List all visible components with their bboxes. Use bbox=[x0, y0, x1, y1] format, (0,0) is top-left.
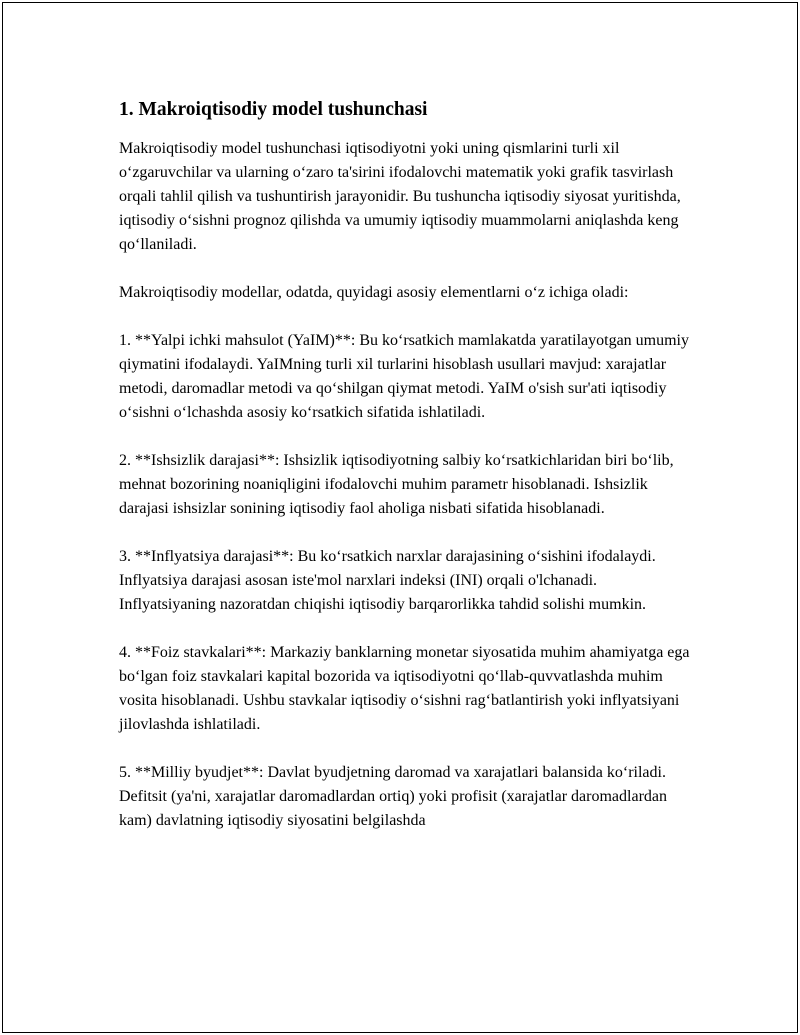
paragraph-item-gdp: 1. **Yalpi ichki mahsulot (YaIM)**: Bu ko‘rsatkich mamlakatda yaratilayotgan umumiy qiymatini ifodalaydi. YaIMning turli xil turlarini hisoblash usullari mavjud: xarajatlar metodi, daromadlar metodi va qo‘shilgan qiymat metodi. YaIM o'sish sur'ati iqtisodiy o‘sishni o‘lchashda asosiy ko‘rsatkich sifatida ishlatiladi. bbox=[119, 332, 689, 421]
section-heading: 1. Makroiqtisodiy model tushunchasi bbox=[119, 99, 428, 120]
document-content bbox=[119, 99, 691, 857]
paragraph-elements-lead: Makroiqtisodiy modellar, odatda, quyidagi asosiy elementlarni o‘z ichiga oladi: bbox=[119, 284, 629, 301]
document-page bbox=[2, 2, 798, 1033]
paragraph-item-interest-rates: 4. **Foiz stavkalari**: Markaziy banklarning monetar siyosatida muhim ahamiyatga ega bo‘lgan foiz stavkalari kapital bozorida va iqtisodiyotni qo‘llab-quvvatlashda muhim vosita hisoblanadi. Ushbu stavkalar iqtisodiy o‘sishni rag‘batlantirish yoki inflyatsiyani jilovlashda ishlatiladi. bbox=[119, 644, 690, 733]
paragraph-item-inflation: 3. **Inflyatsiya darajasi**: Bu ko‘rsatkich narxlar darajasining o‘sishini ifodalaydi. Inflyatsiya darajasi asosan iste'mol narxlari indeksi (INI) orqali o'lchanadi. Inflyatsiyaning nazoratdan chiqishi iqtisodiy barqarorlikka tahdid solishi mumkin. bbox=[119, 548, 656, 613]
paragraph-intro: Makroiqtisodiy model tushunchasi iqtisodiyotni yoki uning qismlarini turli xil o‘zgaruvchilar va ularning o‘zaro ta'sirini ifodalovchi matematik yoki grafik tasvirlash orqali tahlil qilish va tushuntirish jarayonidir. Bu tushuncha iqtisodiy siyosat yuritishda, iqtisodiy o‘sishni prognoz qilishda va umumiy iqtisodiy muammolarni aniqlashda keng qo‘llaniladi. bbox=[119, 140, 681, 253]
paragraph-item-unemployment: 2. **Ishsizlik darajasi**: Ishsizlik iqtisodiyotning salbiy ko‘rsatkichlaridan biri bo‘lib, mehnat bozorining noaniqligini ifodalovchi muhim parametr hisoblanadi. Ishsizlik darajasi ishsizlar sonining iqtisodiy faol aholiga nisbati sifatida hisoblanadi. bbox=[119, 452, 674, 517]
paragraph-item-national-budget: 5. **Milliy byudjet**: Davlat byudjetning daromad va xarajatlari balansida ko‘riladi. Defitsit (ya'ni, xarajatlar daromadlardan ortiq) yoki profisit (xarajatlar daromadlardan kam) davlatning iqtisodiy siyosatini belgilashda bbox=[119, 764, 667, 829]
